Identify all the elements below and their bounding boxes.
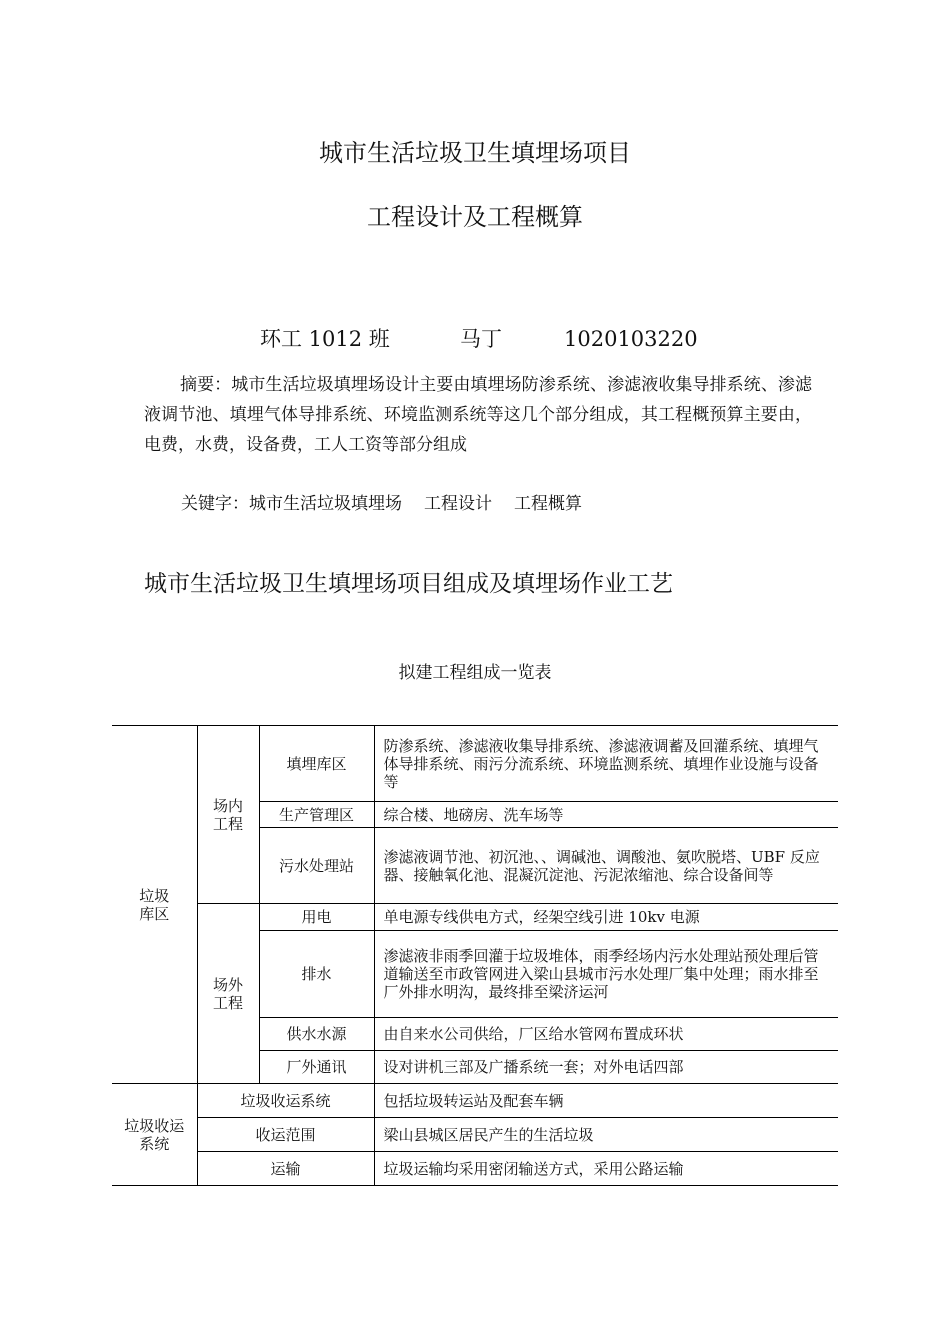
- keyword-item: 城市生活垃圾填埋场: [249, 494, 402, 514]
- author-class: 环工 1012 班: [260, 327, 390, 351]
- item-cell: 生产管理区: [259, 802, 374, 828]
- item-cell: 填埋库区: [259, 726, 374, 802]
- subgroup-label: 场内工程: [213, 796, 244, 833]
- desc-cell: 设对讲机三部及广播系统一套；对外电话四部: [374, 1051, 838, 1084]
- item-cell: 垃圾收运系统: [197, 1084, 374, 1118]
- desc-cell: 由自来水公司供给，厂区给水管网布置成环状: [374, 1018, 838, 1051]
- desc-cell: 渗滤液调节池、初沉池、、调碱池、调酸池、氨吹脱塔、UBF 反应器、接触氧化池、混凝沉淀池、污泥浓缩池、综合设备间等: [374, 828, 838, 904]
- subgroup-cell-inner: [197, 726, 259, 904]
- group-label: 垃圾库区: [139, 886, 170, 923]
- keywords-line: [181, 489, 604, 514]
- table-row: [112, 1084, 838, 1118]
- table-row: [112, 1152, 838, 1186]
- subgroup-cell-outer: [197, 904, 259, 1084]
- group-label: 垃圾收运系统: [124, 1116, 185, 1153]
- item-cell: 排水: [259, 931, 374, 1018]
- desc-cell: 梁山县城区居民产生的生活垃圾: [374, 1118, 838, 1152]
- item-cell: 收运范围: [197, 1118, 374, 1152]
- keyword-item: 工程概算: [514, 494, 582, 514]
- desc-cell: 防渗系统、渗滤液收集导排系统、渗滤液调蓄及回灌系统、填埋气体导排系统、雨污分流系统、环境监测系统、填埋作业设施与设备等: [374, 726, 838, 802]
- composition-table: [112, 725, 838, 1186]
- item-cell: 用电: [259, 904, 374, 931]
- group-cell-collection: [112, 1084, 197, 1186]
- item-cell: 供水水源: [259, 1018, 374, 1051]
- subgroup-label: 场外工程: [213, 975, 244, 1012]
- desc-cell: 单电源专线供电方式，经架空线引进 10kv 电源: [374, 904, 838, 931]
- group-cell-landfill-area: [112, 726, 197, 1084]
- table-row: [112, 904, 838, 931]
- desc-cell: 综合楼、地磅房、洗车场等: [374, 802, 838, 828]
- abstract-paragraph: 摘要：城市生活垃圾填埋场设计主要由填埋场防渗系统、渗滤液收集导排系统、渗滤液调节池、填埋气体导排系统、环境监测系统等这几个部分组成，其工程概预算主要由，电费，水费，设备费，工人工资等部分组成: [144, 375, 812, 455]
- table-caption: 拟建工程组成一览表: [398, 663, 552, 683]
- item-cell: 运输: [197, 1152, 374, 1186]
- author-student-id: 1020103220: [564, 327, 698, 351]
- keyword-item: 工程设计: [424, 494, 492, 514]
- document-title-line1: 城市生活垃圾卫生填埋场项目: [319, 139, 631, 167]
- desc-cell: 垃圾运输均采用密闭输送方式，采用公路运输: [374, 1152, 838, 1186]
- desc-cell: 渗滤液非雨季回灌于垃圾堆体，雨季经场内污水处理站预处理后管道输送至市政管网进入梁山县城市污水处理厂集中处理；雨水排至厂外排水明沟，最终排至梁济运河: [374, 931, 838, 1018]
- item-cell: 污水处理站: [259, 828, 374, 904]
- author-name: 马丁: [460, 327, 502, 351]
- table-row: [112, 726, 838, 802]
- table-row: [112, 1118, 838, 1152]
- keywords-label: 关键字：: [181, 494, 249, 514]
- author-line: [260, 323, 698, 353]
- desc-cell: 包括垃圾转运站及配套车辆: [374, 1084, 838, 1118]
- section-heading: 城市生活垃圾卫生填埋场项目组成及填埋场作业工艺: [144, 571, 673, 597]
- document-title-line2: 工程设计及工程概算: [367, 203, 583, 231]
- item-cell: 厂外通讯: [259, 1051, 374, 1084]
